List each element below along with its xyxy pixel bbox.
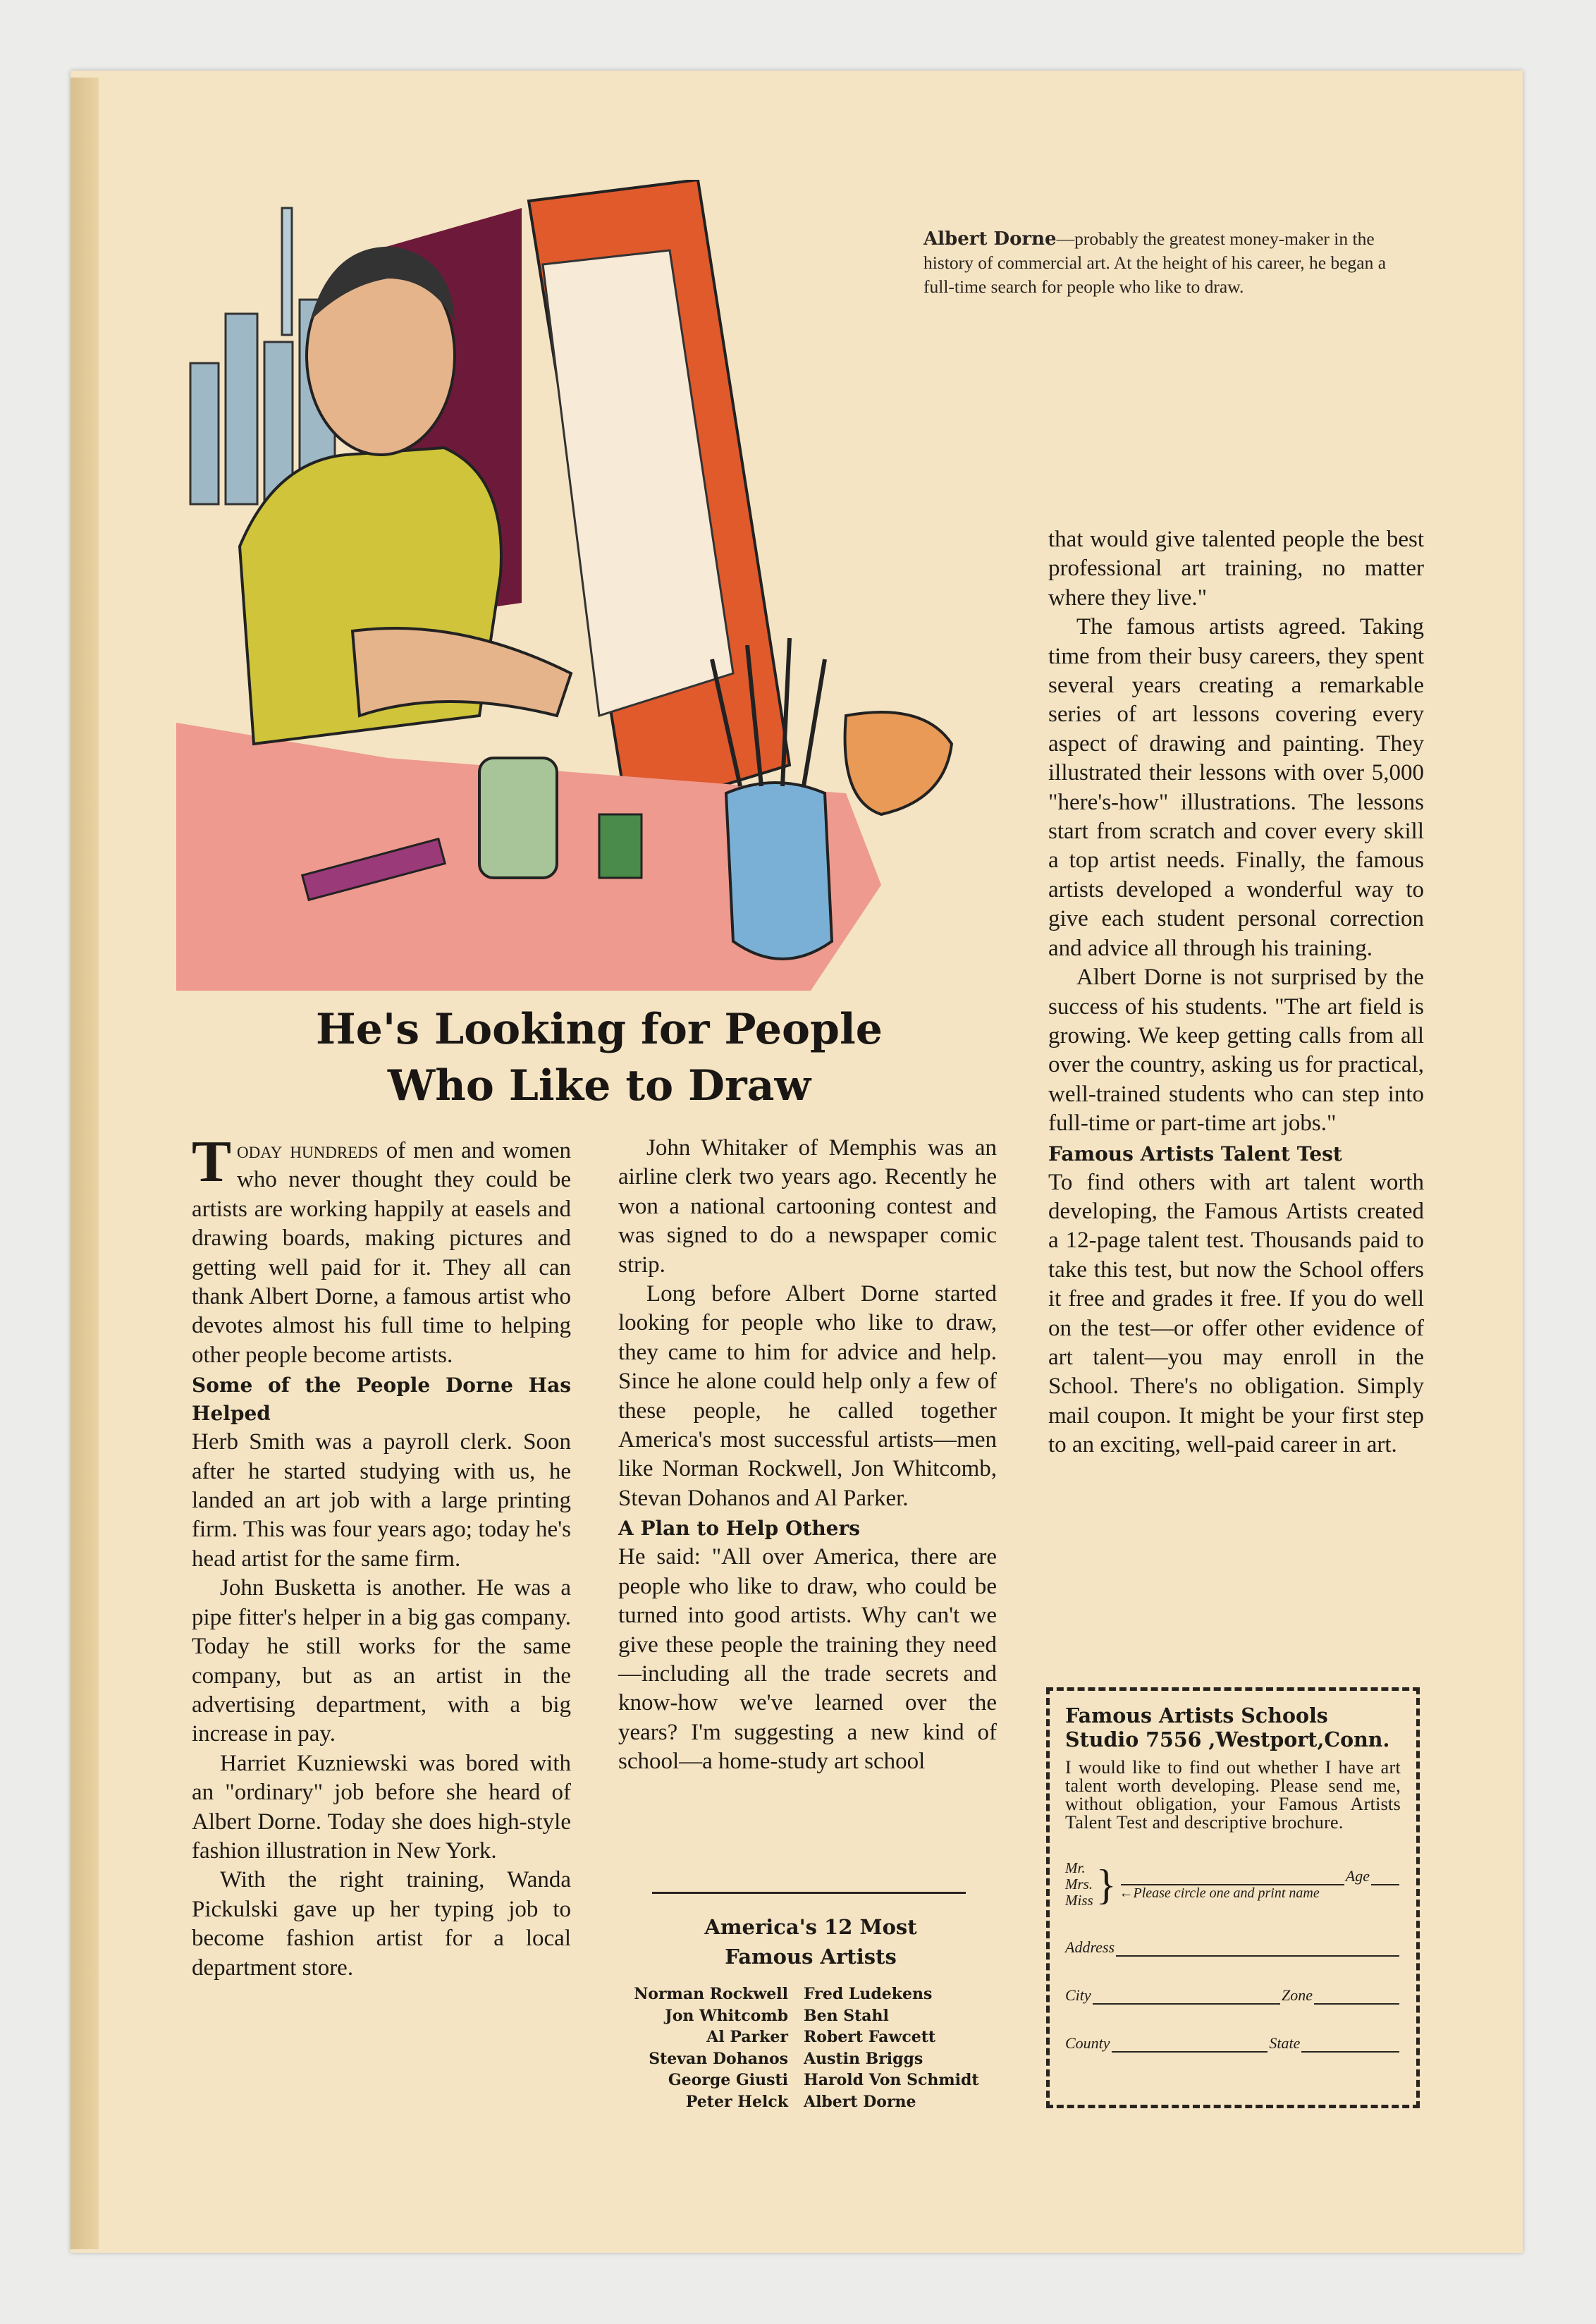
- address-input-line[interactable]: [1116, 1941, 1399, 1957]
- artist-name: Robert Fawcett: [804, 2028, 936, 2046]
- subheading: Famous Artists Talent Test: [1048, 1142, 1342, 1166]
- artist-row: [606, 1983, 1015, 2005]
- brush-jar: [726, 783, 832, 959]
- brace: }: [1095, 1861, 1117, 1908]
- lead-in: oday hundreds: [237, 1138, 379, 1163]
- paragraph: John Whitaker of Memphis was an airline clerk two years ago. Recently he won a national cartooning contest and was signed to do a newspaper comic strip.: [618, 1135, 997, 1278]
- state-label: State: [1269, 2034, 1301, 2052]
- subheading: A Plan to Help Others: [618, 1517, 861, 1541]
- column-1: [192, 1129, 571, 1983]
- title-miss[interactable]: Miss: [1065, 1892, 1093, 1909]
- age-input-line[interactable]: [1371, 1870, 1399, 1885]
- name-field[interactable]: [1065, 1860, 1401, 1909]
- artist-row: [606, 2091, 1015, 2113]
- artist-name: Peter Helck: [685, 2092, 788, 2111]
- famous-artists-title: [606, 1912, 1015, 1971]
- caption-name: Albert Dorne: [923, 228, 1057, 250]
- name-hint: ←Please circle one and print name: [1119, 1885, 1320, 1901]
- mail-coupon[interactable]: [1046, 1687, 1420, 2108]
- zone-label: Zone: [1281, 1986, 1313, 2004]
- title-line-2: Famous Artists: [725, 1945, 897, 1969]
- artist-row: [606, 2069, 1015, 2091]
- county-label: County: [1065, 2034, 1110, 2052]
- paint-tin: [479, 758, 557, 878]
- paragraph: The famous artists agreed. Taking time from their busy careers, they spent several years creating a remarkable series of art lessons covering every aspect of drawing and painting. They illustrated their lessons with over 5,000 "here's-how" illustrations. The lessons start from scratch and cover every skill a top artist needs. Finally, the famous artists developed a wonderful way to give each student personal correction and advice all through his training.: [1048, 614, 1424, 961]
- artist-name: Albert Dorne: [804, 2092, 916, 2111]
- drop-cap: T: [192, 1129, 232, 1194]
- artist-name: Austin Briggs: [804, 2049, 923, 2068]
- paragraph: To find others with art talent worth developing, the Famous Artists created a 12-page talent test. Thousands paid to take this test, but now the School offers it free and grades it free. If you do well on the test—or offer other evidence of art talent—you may enroll in the School. There's no obligation. Simply mail coupon. It might be your first step to an exciting, well-paid career in art.: [1048, 1169, 1424, 1458]
- artist-name: Ben Stahl: [804, 2006, 889, 2025]
- page-edge: [70, 78, 99, 2249]
- coupon-body: I would like to find out whether I have art talent worth developing. Please send me, without obligation, your Famous Artists Talent Test and descriptive brochure.: [1065, 1757, 1401, 1833]
- paragraph: Herb Smith was a payroll clerk. Soon after he started studying with us, he landed an art job with a large printing firm. This was four years ago; today he's head artist for the same firm.: [192, 1429, 571, 1572]
- paragraph: Harriet Kuzniewski was bored with an "ordinary" job before she heard of Albert Dorne. Today she does high-style fashion illustration in New York.: [192, 1750, 571, 1864]
- ink-bottle: [599, 814, 642, 878]
- paragraph: With the right training, Wanda Pickulski gave up her typing job to become fashion artist for a local department store.: [192, 1867, 571, 1981]
- headline-line-2: Who Like to Draw: [387, 1061, 811, 1111]
- artist-name: Fred Ludekens: [804, 1985, 933, 2003]
- title-mrs[interactable]: Mrs.: [1065, 1876, 1093, 1892]
- headline: [211, 1001, 987, 1114]
- address-label: Address: [1065, 1938, 1115, 1956]
- state-input-line[interactable]: [1301, 2037, 1399, 2053]
- title-mr[interactable]: Mr.: [1065, 1859, 1086, 1876]
- county-input-line[interactable]: [1112, 2037, 1268, 2053]
- city-zone-field[interactable]: [1065, 1986, 1401, 2005]
- paragraph: He said: "All over America, there are people who like to draw, who could be turned into good artists. Why can't we give these people the training they need—including all the trade secrets and know-how we've learned over the years? I'm suggesting a new kind of school—a home-study art school: [618, 1544, 997, 1775]
- artist-row: [606, 2005, 1015, 2027]
- title-options[interactable]: [1065, 1860, 1093, 1909]
- artist-name: Jon Whitcomb: [665, 2006, 788, 2025]
- column-3: [1048, 525, 1424, 1460]
- artist-name: Norman Rockwell: [634, 1985, 788, 2003]
- column-2: [618, 1134, 997, 1777]
- bowl: [845, 712, 952, 814]
- famous-artists-list: [606, 1983, 1015, 2112]
- city-input-line[interactable]: [1093, 1989, 1280, 2005]
- county-state-field[interactable]: [1065, 2034, 1401, 2053]
- artist-name: Stevan Dohanos: [649, 2049, 788, 2068]
- coupon-school-name: Famous Artists Schools: [1065, 1704, 1328, 1727]
- subheading: Some of the People Dorne Has Helped: [192, 1374, 571, 1426]
- artist-name: George Giusti: [668, 2071, 788, 2089]
- title-line-1: America's 12 Most: [704, 1915, 917, 1939]
- coupon-address: Studio 7556 ,Westport,Conn.: [1065, 1727, 1390, 1751]
- paragraph: Albert Dorne is not surprised by the success of his students. "The art field is growing. We keep getting calls from all over the country, asking us for practical, well-trained students who can step into full-time or part-time art jobs.": [1048, 965, 1424, 1137]
- paragraph: that would give talented people the best professional art training, no matter where they live.": [1048, 527, 1424, 611]
- age-label: Age: [1345, 1867, 1370, 1885]
- artist-name: Al Parker: [706, 2028, 788, 2046]
- artist-name: Harold Von Schmidt: [804, 2071, 979, 2089]
- divider-rule: [652, 1892, 966, 1894]
- artist-row: [606, 2026, 1015, 2048]
- paragraph: of men and women who never thought they could be artists are working happily at easels and drawing boards, making pictures and getting well paid for it. They all can thank Albert Dorne, a famous artist who devotes almost his full time to helping other people become artists.: [192, 1138, 571, 1368]
- illustration-caption: [923, 227, 1417, 299]
- paragraph: Long before Albert Dorne started looking for people who like to draw, they came to him for advice and help. Since he alone could help only a few of these people, he called together America's most successful artists—men like Norman Rockwell, Jon Whitcomb, Stevan Dohanos and Al Parker.: [618, 1281, 997, 1511]
- name-input-line[interactable]: [1121, 1870, 1344, 1885]
- intro-paragraph: [192, 1129, 571, 1370]
- artist-row: [606, 2048, 1015, 2070]
- address-field[interactable]: [1065, 1938, 1401, 1957]
- caption-text: —probably the greatest money-maker in the history of commercial art. At the height of his career, he began a full-time search for people who like to draw.: [923, 228, 1387, 297]
- zone-input-line[interactable]: [1314, 1989, 1399, 2005]
- city-label: City: [1065, 1986, 1091, 2004]
- artist-arm: [352, 628, 571, 716]
- paragraph: John Busketta is another. He was a pipe fitter's helper in a big gas company. Today he still works for the same company, but as an artist in the advertising department, with a big increase in pay.: [192, 1575, 571, 1747]
- headline-line-1: He's Looking for People: [316, 1005, 883, 1054]
- illustration-artist-at-easel: [176, 180, 966, 991]
